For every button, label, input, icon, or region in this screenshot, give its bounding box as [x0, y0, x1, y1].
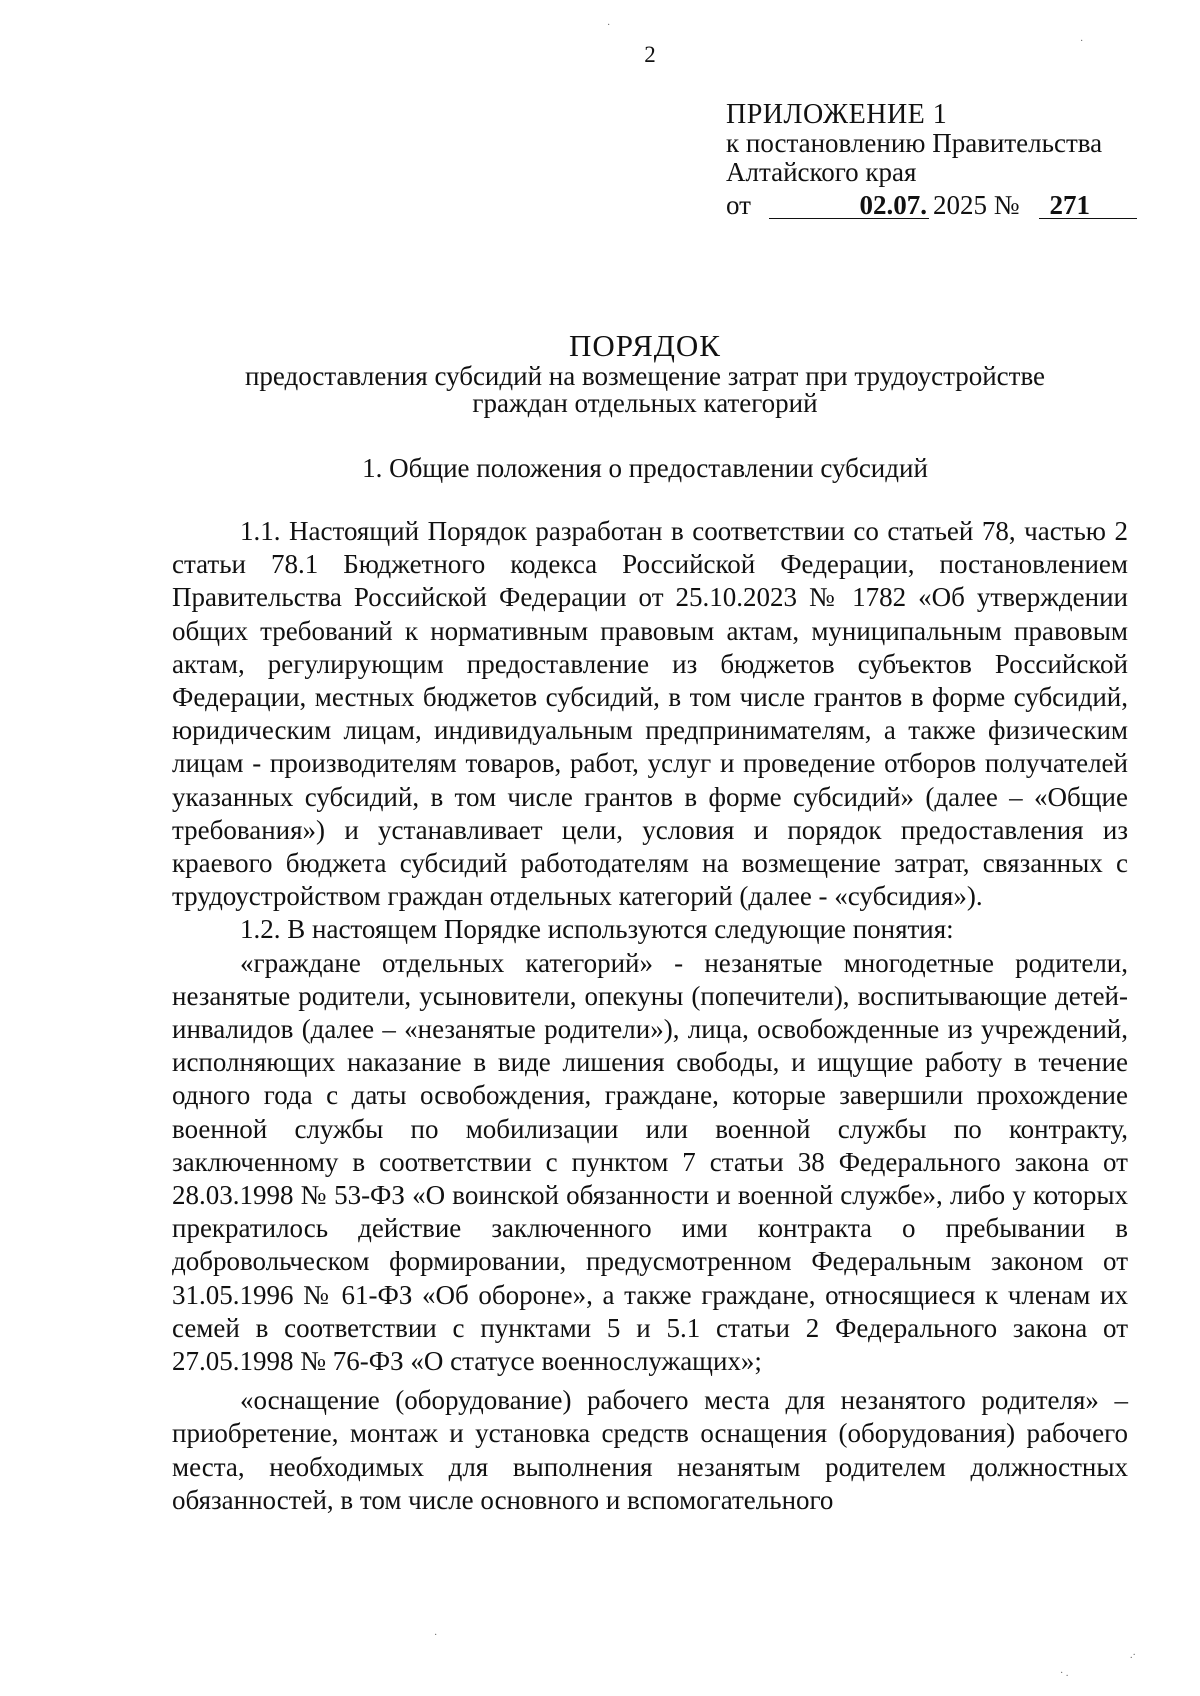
definition-citizens-categories: «граждане отдельных категорий» - незанятые многодетные родители, незанятые родители, усыновители, опекуны (попечители), воспитывающие детей-инвалидов (далее – «незанятые родители»), лица, освобожденные из учреждений, исполняющих наказание в виде лишения свободы, и ищущие работу в течение одного года с даты освобождения, граждане, которые завершили прохождение военной службы по мобилизации или военной службы по контракту, заключенному в соответствии с пунктом 7 статьи 38 Федерального закона от 28.03.1998 № 53-ФЗ «О воинской обязанности и военной службе», либо у которых прекратилось действие заключенного ими контракта о пребывании в добровольческом формировании, предусмотренном Федеральным законом от 31.05.1996 № 61-ФЗ «Об обороне», а также граждане, относящиеся к членам их семей в соответствии с пунктами 5 и 5.1 статьи 2 Федерального закона от 27.05.1998 № 76-ФЗ «О статусе военнослужащих»;	[172, 947, 1128, 1377]
paragraph-1-2: 1.2. В настоящем Порядке используются следующие понятия:	[240, 914, 954, 945]
body-text	[172, 515, 1128, 1517]
appendix-block	[726, 100, 1137, 220]
scan-speck: .·	[1130, 1650, 1136, 1661]
document-subtitle-line-2: граждан отдельных категорий	[472, 388, 818, 418]
document-title: ПОРЯДОК	[569, 328, 721, 363]
section-title: 1. Общие положения о предоставлении субсидий	[362, 453, 928, 483]
scan-speck: ·	[607, 20, 611, 31]
definition-workplace-equipment: «оснащение (оборудование) рабочего места для незанятого родителя» – приобретение, монтаж и установка средств оснащения (оборудования) рабочего места, необходимых для выполнения незанятым родителем должностных обязанностей, в том числе основного и вспомогательного	[172, 1385, 1128, 1515]
appendix-date-line	[726, 191, 1137, 220]
document-title-block	[160, 328, 1130, 418]
page-number: 2	[644, 42, 656, 67]
year-label: 2025 №	[932, 190, 1020, 220]
paragraph-1-1: 1.1. Настоящий Порядок разработан в соответствии со статьей 78, частью 2 статьи 78.1 Бюджетного кодекса Российской Федерации, постановлением Правительства Российской Федерации от 25.10.2023 № 1782 «Об утверждении общих требований к нормативным правовым актам, муниципальным правовым актам, регулирующим предоставление из бюджетов субъектов Российской Федерации, местных бюджетов субсидий, в том числе грантов в форме субсидий, юридическим лицам, индивидуальным предпринимателям, а также физическим лицам - производителям товаров, работ, услуг и проведение отборов получателей указанных субсидий, в том числе грантов в форме субсидий» (далее – «Общие требования») и устанавливает цели, условия и порядок предоставления из краевого бюджета субсидий работодателям на возмещение затрат, связанных с трудоустройством граждан отдельных категорий (далее - «субсидия»).	[172, 516, 1128, 912]
scan-speck: ·	[434, 1630, 438, 1641]
document-subtitle-line-1: предоставления субсидий на возмещение затрат при трудоустройстве	[244, 361, 1046, 391]
date-field: 02.07.	[769, 192, 929, 219]
appendix-line-2: Алтайского края	[726, 157, 917, 187]
appendix-line-1: к постановлению Правительства	[726, 128, 1103, 158]
from-label: от	[726, 190, 751, 220]
scan-speck: · .	[1060, 1668, 1069, 1679]
scan-speck: ·	[1080, 36, 1084, 47]
decree-number-field: 271	[1039, 192, 1137, 219]
appendix-heading: ПРИЛОЖЕНИЕ 1	[726, 99, 948, 130]
